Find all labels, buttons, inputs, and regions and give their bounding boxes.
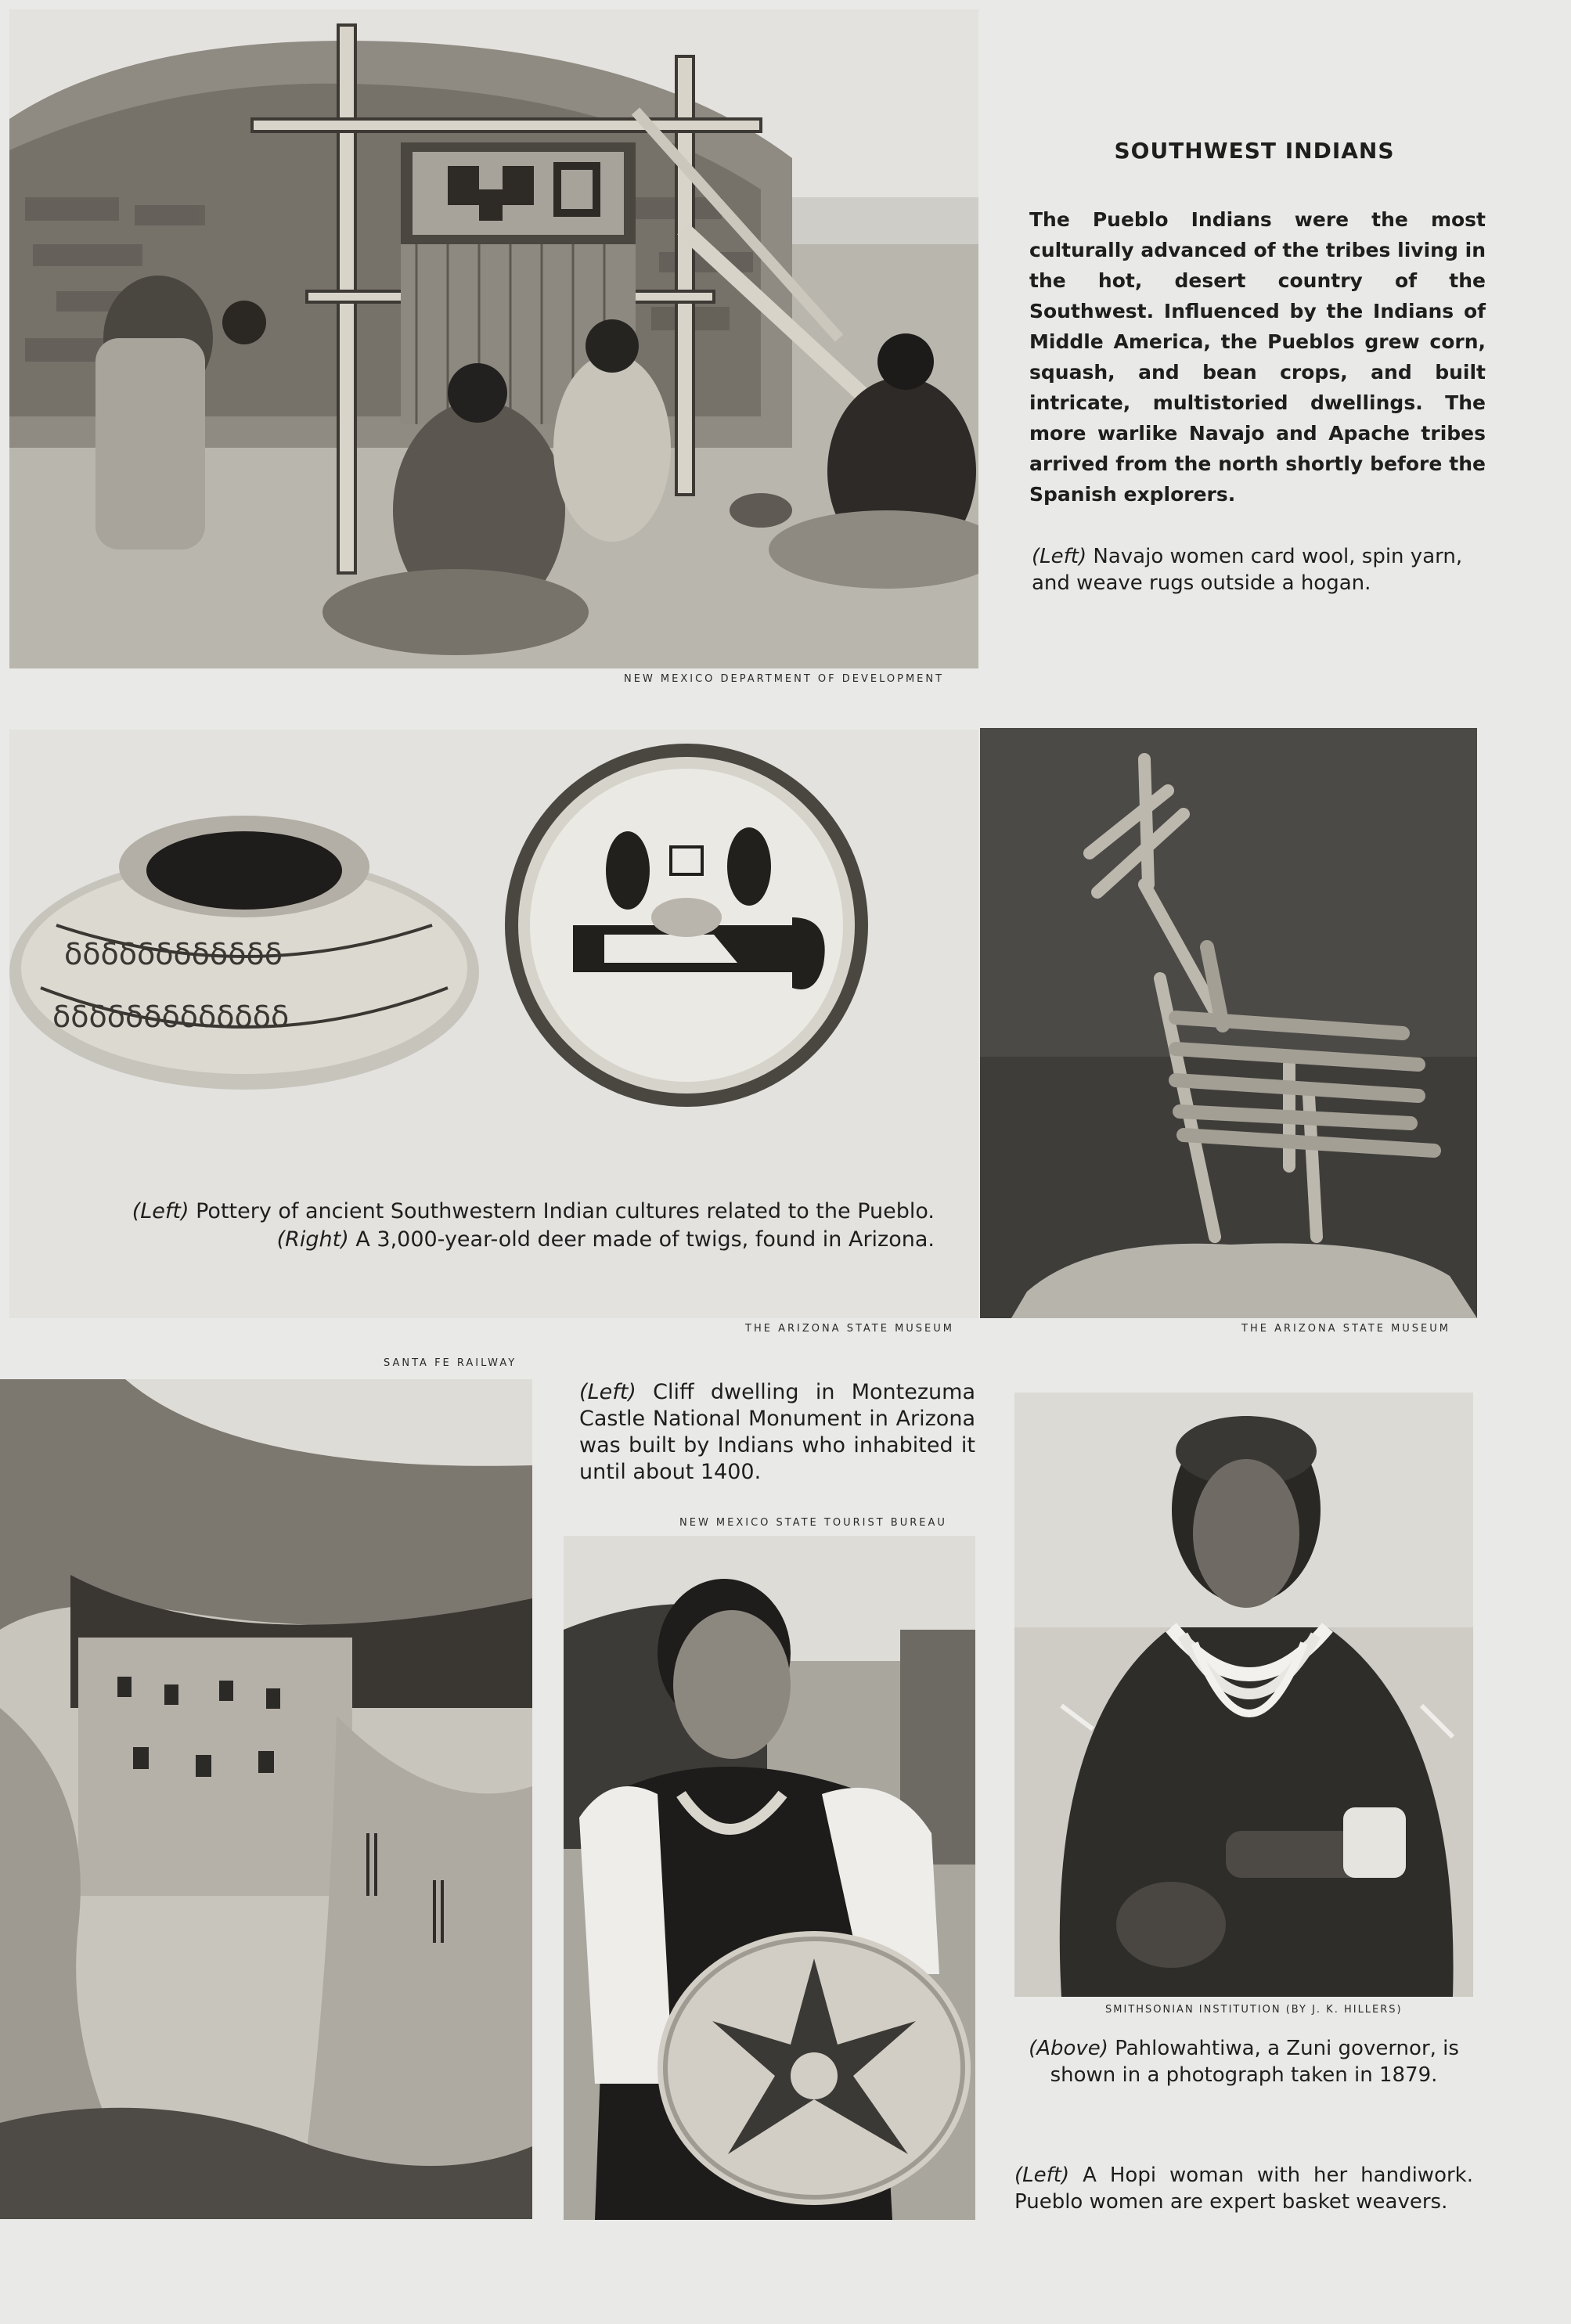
svg-text:δδδδδδδδδδδδδ: δδδδδδδδδδδδδ — [52, 1000, 290, 1034]
zuni-photo-credit: SMITHSONIAN INSTITUTION (BY J. K. HILLERS) — [1105, 2004, 1403, 2016]
navajo-caption — [1032, 543, 1470, 596]
pottery-caption-line — [31, 1198, 935, 1226]
svg-text:δδδδδδδδδδδδ: δδδδδδδδδδδδ — [64, 937, 283, 971]
zuni-governor-photo — [1014, 1393, 1473, 1997]
caption-text: Pahlowahtiwa, a Zuni governor, is shown in a photograph taken in 1879. — [1050, 2037, 1459, 2087]
caption-text: A 3,000-year-old deer made of twigs, found in Arizona. — [348, 1227, 935, 1252]
navajo-weavers-photo — [9, 9, 978, 668]
pottery-caption — [31, 1198, 935, 1254]
caption-text: A Hopi woman with her handiwork. Pueblo women are expert basket weavers. — [1014, 2164, 1473, 2214]
caption-tag: (Left) — [1014, 2164, 1070, 2187]
caption-text: Pottery of ancient Southwestern Indian cultures related to the Pueblo. — [189, 1199, 935, 1223]
caption-tag: (Above) — [1029, 2037, 1108, 2060]
hopi-caption — [1014, 2162, 1473, 2215]
twig-deer-photo — [980, 728, 1477, 1318]
hopi-photo-credit: NEW MEXICO STATE TOURIST BUREAU — [679, 1517, 947, 1529]
intro-paragraph: The Pueblo Indians were the most culturally advanced of the tribes living in the hot, desert country of the Southwest. Influenced by the Indians of Middle America, the Pueblos grew corn, squash, and bean crops, and built intricate, multistoried dwellings. The more warlike Navajo and Apache tribes arrived from the north shortly before the Spanish explorers. — [1029, 208, 1486, 506]
cliff-caption — [579, 1379, 975, 1486]
caption-text: Navajo women card wool, spin yarn, and weave rugs outside a hogan. — [1032, 545, 1463, 595]
hopi-woman-photo — [564, 1536, 975, 2220]
zuni-caption — [1014, 2035, 1473, 2088]
pottery-photo-credit: THE ARIZONA STATE MUSEUM — [745, 1323, 954, 1335]
caption-tag: (Left) — [579, 1380, 636, 1404]
caption-tag: (Left) — [1032, 545, 1087, 568]
deer-caption-line — [31, 1226, 935, 1254]
deer-photo-credit: THE ARIZONA STATE MUSEUM — [1241, 1323, 1450, 1335]
caption-text: Cliff dwelling in Montezuma Castle National Monument in Arizona was built by Indians who inhabited it until about 1400. — [579, 1380, 975, 1484]
caption-tag: (Left) — [132, 1199, 189, 1223]
caption-tag: (Right) — [276, 1227, 349, 1252]
navajo-photo-credit: NEW MEXICO DEPARTMENT OF DEVELOPMENT — [624, 673, 945, 685]
page-title: SOUTHWEST INDIANS — [1114, 138, 1395, 164]
cliff-dwelling-photo — [0, 1379, 532, 2219]
cliff-photo-credit: SANTA FE RAILWAY — [384, 1357, 517, 1369]
